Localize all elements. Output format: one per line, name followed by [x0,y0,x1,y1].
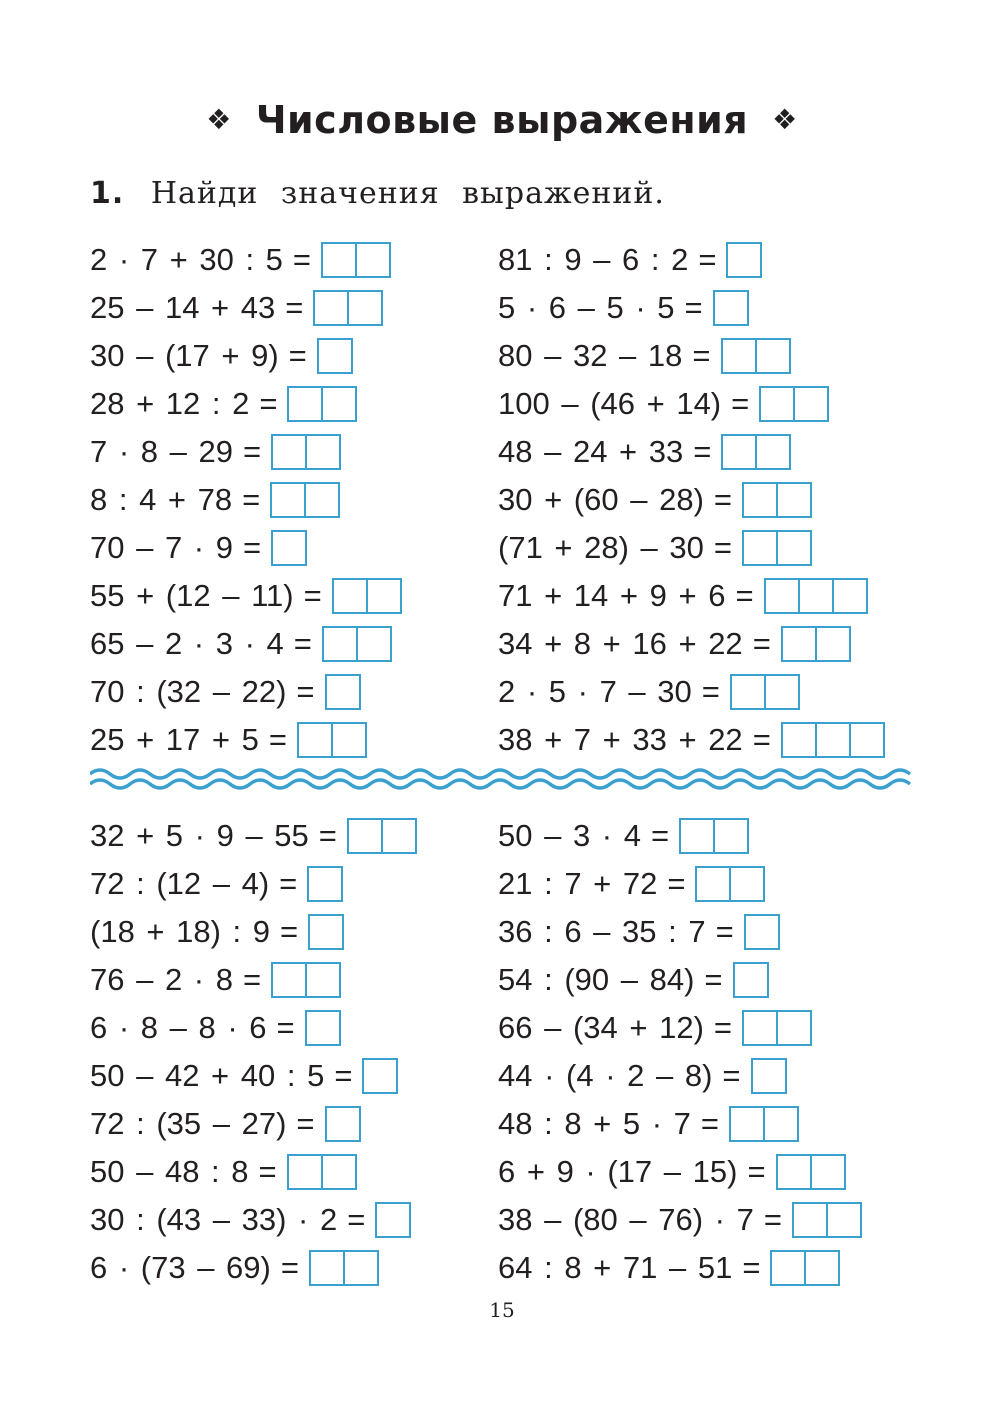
equals-sign: = [280,914,299,949]
expression: (71 + 28) – 30 [498,530,704,565]
expression: 80 – 32 – 18 [498,338,683,373]
expression: 25 – 14 + 43 [90,290,276,325]
equals-sign: = [698,242,717,277]
expression: 50 – 48 : 8 [90,1154,249,1189]
page-title [0,98,1004,142]
answer-cell[interactable] [308,914,344,950]
answer-boxes[interactable] [271,434,341,470]
ornament-icon: ❖ [772,103,798,136]
answer-boxes[interactable] [322,626,392,662]
answer-cell[interactable] [742,1010,778,1046]
expression: (18 + 18) : 9 [90,914,271,949]
expression: 25 + 17 + 5 [90,722,259,757]
answer-cell[interactable] [765,1106,799,1142]
answer-cell[interactable] [781,722,817,758]
answer-cell[interactable] [325,674,361,710]
answer-boxes[interactable] [347,818,417,854]
answer-boxes[interactable] [270,482,340,518]
answer-cell[interactable] [766,674,800,710]
answer-cell[interactable] [751,1058,787,1094]
exercise-row [498,620,885,668]
equals-sign: = [693,434,712,469]
answer-cell[interactable] [757,434,791,470]
answer-boxes[interactable] [679,818,749,854]
answer-cell[interactable] [323,1154,357,1190]
section-2-right-column [498,812,862,1292]
equals-sign: = [752,626,771,661]
answer-cell[interactable] [306,482,340,518]
answer-boxes[interactable] [321,242,391,278]
answer-cell[interactable] [778,1010,812,1046]
exercise-row [498,1052,862,1100]
answer-cell[interactable] [742,530,778,566]
answer-boxes[interactable] [308,914,344,950]
exercise-row [90,572,402,620]
answer-cell[interactable] [817,626,851,662]
equals-sign: = [715,914,734,949]
answer-boxes[interactable] [362,1058,398,1094]
answer-cell[interactable] [271,530,307,566]
answer-boxes[interactable] [721,338,791,374]
answer-cell[interactable] [321,242,357,278]
answer-boxes[interactable] [695,866,765,902]
section-1-right-column [498,236,885,764]
exercise-row [90,1244,417,1292]
answer-cell[interactable] [721,434,757,470]
equals-sign: = [692,338,711,373]
answer-cell[interactable] [729,1106,765,1142]
exercise-row [498,236,885,284]
answer-cell[interactable] [287,386,323,422]
expression: 81 : 9 – 6 : 2 [498,242,689,277]
exercise-row [90,1100,417,1148]
equals-sign: = [279,866,298,901]
equals-sign: = [700,1106,720,1141]
exercise-row [498,956,862,1004]
equals-sign: = [293,626,312,661]
exercise-row [90,236,402,284]
answer-cell[interactable] [309,1250,345,1286]
answer-cell[interactable] [759,386,795,422]
answer-boxes[interactable] [721,434,791,470]
exercise-row [90,1196,417,1244]
expression: 38 – (80 – 76) · 7 [498,1202,754,1237]
answer-boxes[interactable] [729,1106,799,1142]
answer-cell[interactable] [305,1010,341,1046]
exercise-row [90,908,417,956]
answer-cell[interactable] [828,1202,862,1238]
exercise-row [498,572,885,620]
answer-boxes[interactable] [375,1202,411,1238]
answer-cell[interactable] [297,722,333,758]
equals-sign: = [242,482,261,517]
equals-sign: = [280,1250,299,1285]
exercise-row [90,476,402,524]
exercise-row [498,428,885,476]
exercise-row [498,908,862,956]
section-1-left-column [90,236,402,764]
expression: 6 · 8 – 8 · 6 [90,1010,267,1045]
answer-boxes[interactable] [713,290,749,326]
equals-sign: = [296,1106,315,1141]
equals-sign: = [242,530,262,565]
answer-cell[interactable] [349,290,383,326]
answer-cell[interactable] [721,338,757,374]
exercise-row [498,668,885,716]
answer-cell[interactable] [817,722,851,758]
equals-sign: = [258,1154,277,1189]
answer-boxes[interactable] [751,1058,787,1094]
equals-sign: = [701,674,720,709]
expression: 28 + 12 : 2 [90,386,250,421]
answer-cell[interactable] [715,818,749,854]
equals-sign: = [303,578,322,613]
expression: 66 – (34 + 12) [498,1010,704,1045]
exercise-row [498,1100,862,1148]
exercise-row [498,860,862,908]
expression: 6 · (73 – 69) [90,1250,271,1285]
equals-sign: = [684,290,703,325]
exercise-row [498,284,885,332]
answer-boxes[interactable] [332,578,402,614]
equals-sign: = [285,290,304,325]
expression: 2 · 7 + 30 : 5 [90,242,283,277]
answer-cell[interactable] [347,818,383,854]
answer-cell[interactable] [287,1154,323,1190]
expression: 50 – 3 · 4 [498,818,641,853]
expression: 72 : (35 – 27) [90,1106,287,1141]
answer-cell[interactable] [744,914,780,950]
task-number: 1. [90,176,125,211]
exercise-row [90,332,402,380]
answer-cell[interactable] [270,482,306,518]
equals-sign: = [722,1058,741,1093]
wave-line-bottom [90,780,910,788]
answer-cell[interactable] [307,962,341,998]
answer-cell[interactable] [731,866,765,902]
section-2-left-column [90,812,417,1292]
exercise-row [498,380,885,428]
answer-cell[interactable] [332,578,368,614]
answer-cell[interactable] [757,338,791,374]
equals-sign: = [667,866,686,901]
exercise-row [90,380,402,428]
equals-sign: = [242,434,262,469]
exercise-row [498,1004,862,1052]
answer-cell[interactable] [764,578,800,614]
expression: 5 · 6 – 5 · 5 [498,290,675,325]
answer-cell[interactable] [781,626,817,662]
equals-sign: = [288,338,307,373]
exercise-row [90,524,402,572]
answer-boxes[interactable] [770,1250,840,1286]
answer-cell[interactable] [795,386,829,422]
expression: 38 + 7 + 33 + 22 [498,722,743,757]
answer-cell[interactable] [362,1058,398,1094]
expression: 7 · 8 – 29 [90,434,233,469]
answer-boxes[interactable] [313,290,383,326]
answer-cell[interactable] [730,674,766,710]
expression: 34 + 8 + 16 + 22 [498,626,743,661]
exercise-row [498,716,885,764]
equals-sign: = [268,722,287,757]
answer-boxes[interactable] [742,1010,812,1046]
answer-boxes[interactable] [305,1010,341,1046]
answer-cell[interactable] [323,386,357,422]
answer-cell[interactable] [307,866,343,902]
answer-cell[interactable] [375,1202,411,1238]
answer-cell[interactable] [345,1250,379,1286]
expression: 48 : 8 + 5 · 7 [498,1106,691,1141]
answer-cell[interactable] [368,578,402,614]
answer-boxes[interactable] [776,1154,846,1190]
expression: 21 : 7 + 72 [498,866,658,901]
expression: 30 : (43 – 33) · 2 [90,1202,338,1237]
expression: 65 – 2 · 3 · 4 [90,626,284,661]
wave-line-top [90,770,910,778]
expression: 44 · (4 · 2 – 8) [498,1058,713,1093]
answer-boxes[interactable] [742,530,812,566]
equals-sign: = [713,1010,732,1045]
exercise-row [90,716,402,764]
wave-divider [90,766,914,790]
equals-sign: = [731,386,750,421]
equals-sign: = [713,530,732,565]
answer-boxes[interactable] [744,914,780,950]
equals-sign: = [752,722,771,757]
answer-cell[interactable] [770,1250,806,1286]
answer-cell[interactable] [851,722,885,758]
expression: 55 + (12 – 11) [90,578,294,613]
expression: 6 + 9 · (17 – 15) [498,1154,738,1189]
task-instruction [90,176,665,211]
exercise-row [90,860,417,908]
answer-cell[interactable] [834,578,868,614]
answer-cell[interactable] [307,434,341,470]
page-number: 15 [489,1298,515,1322]
exercise-row [90,1004,417,1052]
exercise-row [90,284,402,332]
equals-sign: = [704,962,723,997]
expression: 8 : 4 + 78 [90,482,233,517]
expression: 54 : (90 – 84) [498,962,695,997]
answer-cell[interactable] [742,482,778,518]
answer-cell[interactable] [357,242,391,278]
exercise-row [498,332,885,380]
equals-sign: = [292,242,312,277]
expression: 70 : (32 – 22) [90,674,287,709]
equals-sign: = [650,818,670,853]
answer-cell[interactable] [333,722,367,758]
expression: 71 + 14 + 9 + 6 [498,578,726,613]
answer-boxes[interactable] [287,1154,357,1190]
answer-boxes[interactable] [730,674,800,710]
answer-boxes[interactable] [287,386,357,422]
equals-sign: = [747,1154,766,1189]
answer-boxes[interactable] [781,722,885,758]
answer-boxes[interactable] [733,962,769,998]
exercise-row [498,1196,862,1244]
answer-cell[interactable] [778,530,812,566]
answer-cell[interactable] [726,242,762,278]
equals-sign: = [347,1202,366,1237]
expression: 50 – 42 + 40 : 5 [90,1058,325,1093]
expression: 76 – 2 · 8 [90,962,233,997]
expression: 36 : 6 – 35 : 7 [498,914,706,949]
answer-boxes[interactable] [792,1202,862,1238]
answer-boxes[interactable] [271,962,341,998]
task-text: Найди значения выражений. [150,176,665,211]
exercise-row [90,1052,417,1100]
exercise-row [90,956,417,1004]
exercise-row [498,524,885,572]
expression: 70 – 7 · 9 [90,530,233,565]
equals-sign: = [259,386,278,421]
answer-cell[interactable] [317,338,353,374]
answer-cell[interactable] [806,1250,840,1286]
expression: 2 · 5 · 7 – 30 [498,674,692,709]
exercise-row [498,812,862,860]
answer-cell[interactable] [812,1154,846,1190]
answer-cell[interactable] [271,434,307,470]
answer-cell[interactable] [778,482,812,518]
answer-cell[interactable] [313,290,349,326]
exercise-row [90,812,417,860]
answer-boxes[interactable] [726,242,762,278]
answer-cell[interactable] [325,1106,361,1142]
answer-cell[interactable] [713,290,749,326]
answer-cell[interactable] [776,1154,812,1190]
answer-boxes[interactable] [764,578,868,614]
title-text: Числовые выражения [255,98,749,142]
expression: 30 + (60 – 28) [498,482,704,517]
answer-boxes[interactable] [759,386,829,422]
equals-sign: = [742,1250,761,1285]
answer-boxes[interactable] [307,866,343,902]
exercise-row [90,620,402,668]
equals-sign: = [296,674,315,709]
expression: 30 – (17 + 9) [90,338,279,373]
exercise-row [498,476,885,524]
exercise-row [90,428,402,476]
equals-sign: = [735,578,754,613]
equals-sign: = [242,962,262,997]
answer-boxes[interactable] [297,722,367,758]
equals-sign: = [276,1010,295,1045]
exercise-row [498,1244,862,1292]
equals-sign: = [318,818,337,853]
expression: 64 : 8 + 71 – 51 [498,1250,733,1285]
answer-boxes[interactable] [317,338,353,374]
equals-sign: = [334,1058,353,1093]
answer-boxes[interactable] [325,674,361,710]
answer-cell[interactable] [322,626,358,662]
answer-cell[interactable] [733,962,769,998]
exercise-row [90,668,402,716]
answer-boxes[interactable] [325,1106,361,1142]
answer-cell[interactable] [383,818,417,854]
answer-cell[interactable] [679,818,715,854]
equals-sign: = [713,482,732,517]
answer-cell[interactable] [695,866,731,902]
answer-cell[interactable] [271,962,307,998]
answer-cell[interactable] [358,626,392,662]
exercise-row [90,1148,417,1196]
expression: 48 – 24 + 33 [498,434,684,469]
answer-boxes[interactable] [781,626,851,662]
ornament-icon: ❖ [206,103,232,136]
expression: 32 + 5 · 9 – 55 [90,818,309,853]
answer-cell[interactable] [792,1202,828,1238]
answer-boxes[interactable] [742,482,812,518]
exercise-row [498,1148,862,1196]
answer-cell[interactable] [800,578,834,614]
answer-boxes[interactable] [271,530,307,566]
answer-boxes[interactable] [309,1250,379,1286]
expression: 100 – (46 + 14) [498,386,722,421]
equals-sign: = [763,1202,782,1237]
expression: 72 : (12 – 4) [90,866,270,901]
